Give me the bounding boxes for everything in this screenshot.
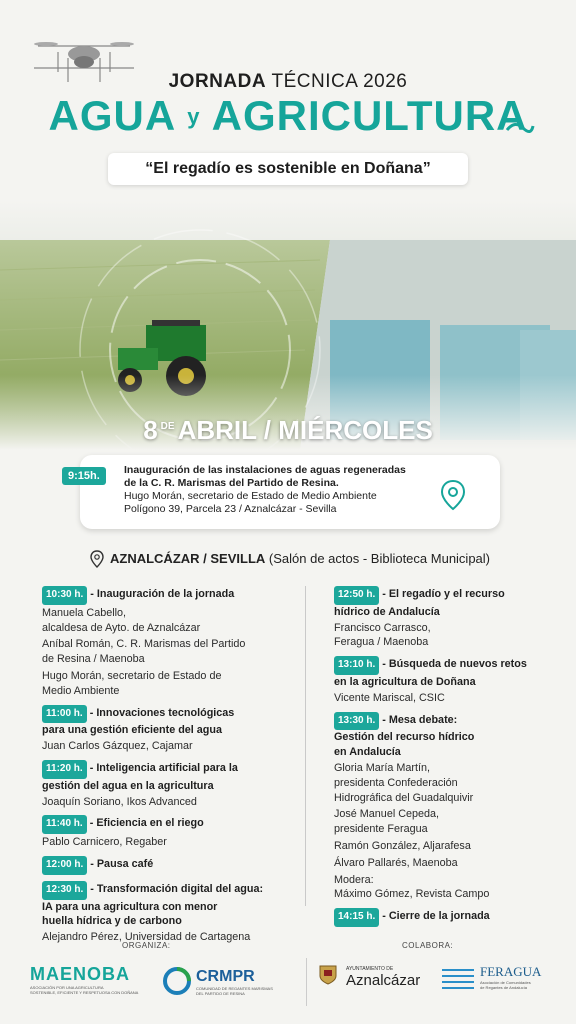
program-speaker: Hugo Morán, secretario de Estado de Medio Ambiente [42,669,222,697]
program-item: 12:00 h. - Pausa café [42,856,297,875]
inauguration-card [68,455,500,529]
time-badge: 11:00 h. [42,705,87,724]
program-right [334,586,544,933]
program-item: 11:20 h. - Inteligencia artificial para la gestión del agua en la agricultura Joaquín Soriano, Ikos Advanced [42,760,297,809]
program-title: Eficiencia en el riego [96,817,204,830]
program-item: 11:40 h. - Eficiencia en el riego Pablo Carnicero, Regaber [42,815,297,850]
program-speaker: Álvaro Pallarés, Maenoba [334,856,458,869]
crmpr-icon [162,966,192,996]
time-badge: 12:30 h. [42,881,87,900]
program-item: 12:30 h. - Transformación digital del agua: IA para una agricultura con menor huella hídrica y de carbono Alejandro Pérez, Universidad de Cartagena [42,881,297,945]
event-date: 8 $^{DE}$ ABRIL / MIÉRCOLES [143,415,433,445]
program-item: 14:15 h. - Cierre de la jornada [334,908,544,927]
column-divider [305,586,306,906]
location-pin-icon [440,479,466,511]
program-title: Mesa debate: Gestión del recurso hídrico en Andalucía [334,713,475,759]
wave-icon [505,116,535,138]
time-badge: 10:30 h. [42,586,87,605]
maenoba-logo: MAENOBA ASOCIACIÓN POR UNA AGRICULTURA SOSTENIBLE, EFICIENTE Y RESPETUOSA CON DOÑANA [30,964,139,995]
event-subtitle: JORNADA TÉCNICA 2026 [168,71,408,92]
program-item: 12:50 h. - El regadío y el recurso hídrico de Andalucía Francisco Carrasco, Feragua / Maenoba [334,586,544,650]
footer-divider [306,958,307,1006]
time-badge: 11:40 h. [42,815,87,834]
program-speaker: Ramón González, Aljarafesa [334,839,471,852]
program-speaker: Gloria María Martín, presidenta Confederación Hidrográfica del Guadalquivir [334,761,474,804]
organiza-label: ORGANIZA: [122,941,171,950]
program-speaker: Modera: Máximo Gómez, Revista Campo [334,873,490,901]
time-badge: 9:15h. [62,467,106,485]
venue: AZNALCÁZAR / SEVILLA (Salón de actos - Biblioteca Municipal) [110,551,491,566]
program-item: 10:30 h. - Inauguración de la jornada Manuela Cabello, alcaldesa de Ayto. de Aznalcázar Aníbal Román, C. R. Marismas del Partido de Resina / Maenoba Hugo Morán, secretario de Estado de Medio Ambiente [42,586,297,699]
inauguration-address: Polígono 39, Parcela 23 / Aznalcázar - Sevilla [124,503,337,515]
slogan: “El regadío es sostenible en Doñana” [108,153,468,185]
program-title: Inauguración de la jornada [96,588,235,600]
program-title: El regadío y el recurso hídrico de Andalucía [334,588,505,618]
program-speaker: Alejandro Pérez, Universidad de Cartagena [42,931,251,944]
program-title: Transformación digital del agua: IA para una agricultura con menor huella hídrica y de carbono [42,882,264,928]
time-badge: 12:50 h. [334,586,379,605]
location-pin-icon [90,550,104,568]
program-title: Búsqueda de nuevos retos en la agricultura de Doñana [334,658,527,688]
program-speaker: Vicente Mariscal, CSIC [334,691,445,704]
crmpr-logo: CRMPR COMUNIDAD DE REGANTES MARISMAS DEL PARTIDO DE RESINA [196,968,273,996]
hero-image [0,200,576,450]
program-speaker: Aníbal Román, C. R. Marismas del Partido de Resina / Maenoba [42,638,246,666]
program-speaker: Joaquín Soriano, Ikos Advanced [42,795,197,808]
inauguration-title-2: de la C. R. Marismas del Partido de Resina. [124,477,339,489]
colabora-label: COLABORA: [402,941,454,950]
program-item: 11:00 h. - Innovaciones tecnológicas para una gestión eficiente del agua Juan Carlos Gázquez, Cajamar [42,705,297,754]
program-speaker: Juan Carlos Gázquez, Cajamar [42,740,193,753]
inauguration-title: Inauguración de las instalaciones de aguas regeneradas [124,464,406,476]
program-speaker: Francisco Carrasco, Feragua / Maenoba [334,621,431,649]
program-left [42,586,297,951]
program-title: Innovaciones tecnológicas para una gestión eficiente del agua [42,706,235,737]
program-speaker: José Manuel Cepeda, presidente Feragua [334,808,440,836]
event-title: AGUA y AGRICULTURA [48,92,528,139]
program-speaker: Pablo Carnicero, Regaber [42,836,167,849]
inauguration-details [124,464,406,516]
feragua-icon [440,966,476,990]
coat-of-arms-icon [318,962,338,986]
program-title: Inteligencia artificial para la gestión del agua en la agricultura [42,761,238,792]
program-title: Pausa café [96,857,154,870]
program-speaker: Manuela Cabello, alcaldesa de Ayto. de Aznalcázar [42,606,201,634]
program-item: 13:10 h. - Búsqueda de nuevos retos en la agricultura de Doñana Vicente Mariscal, CSIC [334,656,544,705]
time-badge: 11:20 h. [42,760,87,779]
feragua-logo: FERAGUA Asociación de Comunidades de Regantes de Andalucía [480,964,542,990]
time-badge: 13:30 h. [334,712,379,731]
program-title: Cierre de la jornada [388,910,490,923]
time-badge: 13:10 h. [334,656,379,675]
aznalcazar-logo: AYUNTAMIENTO DE Aznalcázar [346,966,421,989]
inauguration-speaker: Hugo Morán, secretario de Estado de Medio Ambiente [124,490,377,502]
time-badge: 12:00 h. [42,856,87,875]
program-item: 13:30 h. - Mesa debate: Gestión del recurso hídrico en Andalucía Gloria María Martín, presidenta Confederación Hidrográfica del Guadalquivir José Manuel Cepeda, presidente Feragua Ramón González, Aljarafesa Álvaro Pallarés, Maenoba Modera: Máximo Gómez, Revista Campo [334,712,544,903]
time-badge: 14:15 h. [334,908,379,927]
